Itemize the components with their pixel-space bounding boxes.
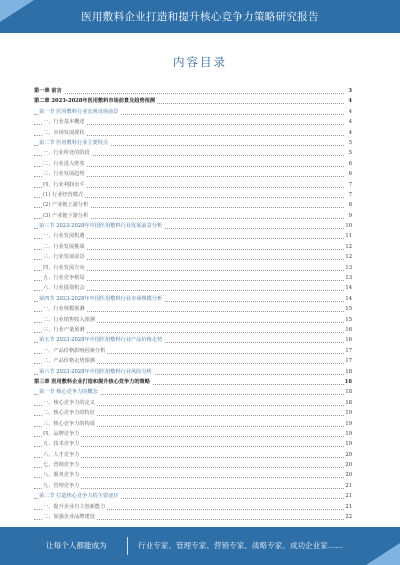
- toc-entry-page: 22: [344, 512, 352, 522]
- toc-entry[interactable]: [34, 356, 352, 366]
- footer-roles: 行业专家、管理专家、营销专家、战略专家、成功企业家……: [138, 541, 344, 550]
- toc-entry-page: 9: [348, 211, 352, 221]
- toc-entry-title: 第二节 打造核心竞争力的主要途径: [39, 491, 120, 501]
- toc-entry-page: 14: [344, 294, 352, 304]
- toc-entry[interactable]: [34, 439, 352, 449]
- toc-entry[interactable]: [34, 346, 352, 356]
- toc-entry[interactable]: [34, 315, 352, 325]
- toc-entry[interactable]: [34, 512, 352, 522]
- toc-entry-title: 第一章 前言: [34, 86, 64, 96]
- toc-entry-page: 18: [344, 377, 352, 387]
- toc-entry-page: 12: [344, 252, 352, 262]
- toc-entry[interactable]: [34, 169, 352, 179]
- toc-entry-title: 一、核心竞争力的定义: [43, 398, 97, 408]
- toc-entry-page: 4: [348, 117, 352, 127]
- toc-entry-page: 17: [344, 346, 352, 356]
- toc-entry[interactable]: [34, 221, 352, 231]
- toc-entry-title: 四、品牌竞争力: [43, 429, 81, 439]
- toc-entry-page: 13: [344, 273, 352, 283]
- toc-entry[interactable]: [34, 387, 352, 397]
- toc-entry-page: 4: [347, 96, 352, 106]
- toc-entry[interactable]: [34, 502, 352, 512]
- toc-entry-page: 19: [344, 439, 352, 449]
- toc-entry-page: 6: [348, 159, 352, 169]
- page-header: [0, 0, 400, 33]
- toc-entry[interactable]: [34, 408, 352, 418]
- toc-entry[interactable]: [34, 107, 352, 117]
- toc-entry[interactable]: [34, 460, 352, 470]
- toc-entry[interactable]: [34, 200, 352, 210]
- footer-corner-decoration: [366, 543, 400, 565]
- toc-entry[interactable]: [34, 117, 352, 127]
- toc-entry-page: 6: [348, 169, 352, 179]
- report-title: 医用敷料企业打造和提升核心竞争力策略研究报告: [81, 11, 319, 23]
- toc-entry[interactable]: [34, 128, 352, 138]
- toc-entry-title: 第二章 2023-2028年医用敷料市场前景及趋势预测: [34, 96, 157, 106]
- toc-entry-page: 19: [344, 419, 352, 429]
- toc-entry-title: 二、市场发展现状: [43, 128, 87, 138]
- toc-entry-page: 7: [348, 180, 352, 190]
- toc-entry-title: 一、行业基本概述: [43, 117, 87, 127]
- toc-entry-page: 16: [344, 335, 352, 345]
- footer-slogan: 让每个人都能成为: [46, 541, 107, 550]
- toc-entry-title: (2) 产业链上游分析: [43, 200, 90, 210]
- toc-entry-title: 五、技术竞争力: [43, 439, 81, 449]
- toc-entry-title: 三、行业发展前景: [43, 252, 87, 262]
- toc-entry-title: 第六节 2023-2028年中国医用敷料行业风险分析: [39, 367, 154, 377]
- toc-entry[interactable]: [34, 398, 352, 408]
- toc-entry-title: 一、行业所处的阶段: [43, 148, 92, 158]
- toc-entry-title: 第三章 医用敷料企业打造和提升核心竞争力的策略: [34, 377, 152, 387]
- toc-entry-page: 21: [344, 491, 352, 501]
- toc-entry-page: 20: [344, 450, 352, 460]
- toc-entry-title: 一、行业发展机遇: [43, 231, 87, 241]
- toc-entry-page: 15: [344, 315, 352, 325]
- toc-dot-leader: [34, 93, 344, 94]
- toc-entry-title: 二、产品价格走势预测: [43, 356, 97, 366]
- toc-entry-page: 12: [344, 242, 352, 252]
- toc-entry-title: (3) 产业链下游分析: [43, 211, 90, 221]
- toc-entry[interactable]: [34, 429, 352, 439]
- toc-entry[interactable]: [34, 148, 352, 158]
- toc-entry[interactable]: [34, 450, 352, 460]
- toc-entry-title: 六、行业投资机会: [43, 283, 87, 293]
- toc-entry-page: 20: [344, 460, 352, 470]
- toc-entry-page: 20: [344, 470, 352, 480]
- page-footer: [0, 527, 400, 565]
- toc-entry[interactable]: [34, 96, 352, 106]
- toc-entry-title: 二、行业发展挑战: [43, 242, 87, 252]
- toc-entry[interactable]: [34, 86, 352, 96]
- toc-entry-title: 三、行业发展趋势: [43, 169, 87, 179]
- toc-entry-title: 六、人才竞争力: [43, 450, 81, 460]
- toc-entry-title: 二、加强企业品牌建设: [43, 512, 97, 522]
- toc-entry[interactable]: [34, 159, 352, 169]
- toc-entry-page: 18: [344, 398, 352, 408]
- toc-entry-title: 四、行业发展方向: [43, 263, 87, 273]
- toc-entry-title: 五、行业竞争格局: [43, 273, 87, 283]
- toc-entry-title: 二、行业进入壁垒: [43, 159, 87, 169]
- toc-entry[interactable]: [34, 242, 352, 252]
- toc-entry-page: 15: [344, 304, 352, 314]
- toc-entry[interactable]: [34, 294, 352, 304]
- toc-entry-page: 4: [348, 107, 352, 117]
- toc-entry[interactable]: [34, 283, 352, 293]
- toc-entry-title: 四、行业利润水平: [43, 180, 87, 190]
- toc-entry-title: 三、行业产量预测: [43, 325, 87, 335]
- toc-entry-title: 第三节 2023-2028年中国医用敷料行业发展前景分析: [39, 221, 164, 231]
- toc-entry-page: 11: [344, 231, 352, 241]
- toc-entry-title: 一、提升企业自主创新能力: [43, 502, 107, 512]
- toc-entry-page: 19: [344, 429, 352, 439]
- toc-entry[interactable]: [34, 325, 352, 335]
- table-of-contents: [34, 86, 352, 522]
- toc-entry[interactable]: [34, 335, 352, 345]
- toc-entry-page: 17: [344, 356, 352, 366]
- toc-entry-page: 5: [348, 148, 352, 158]
- toc-entry[interactable]: [34, 273, 352, 283]
- toc-entry-page: 3: [347, 86, 352, 96]
- toc-entry-page: 19: [344, 408, 352, 418]
- toc-entry-page: 8: [348, 200, 352, 210]
- toc-entry-title: 二、核心竞争力的特征: [43, 408, 97, 418]
- toc-entry[interactable]: [34, 231, 352, 241]
- toc-entry[interactable]: [34, 304, 352, 314]
- footer-divider: [127, 537, 128, 555]
- toc-entry[interactable]: [34, 481, 352, 491]
- toc-entry-title: 一、行业规模预测: [43, 304, 87, 314]
- toc-entry[interactable]: [34, 211, 352, 221]
- toc-entry-page: 4: [348, 128, 352, 138]
- toc-entry-title: 三、核心竞争力的构成: [43, 419, 97, 429]
- toc-entry-title: 第二节 医用敷料行业主要特点: [39, 138, 110, 148]
- toc-entry[interactable]: [34, 491, 352, 501]
- toc-entry-page: 13: [344, 263, 352, 273]
- toc-entry-title: 第五节 2023-2028年中国医用敷料行业产品价格走势: [39, 335, 164, 345]
- toc-entry-title: 第一节 核心竞争力的概念: [39, 387, 100, 397]
- toc-entry-page: 16: [344, 325, 352, 335]
- toc-entry-title: (1) 行业经营模式: [43, 190, 85, 200]
- toc-entry[interactable]: [34, 263, 352, 273]
- toc-entry[interactable]: [34, 367, 352, 377]
- toc-entry-title: 一、产品价格影响因素分析: [43, 346, 107, 356]
- toc-entry-page: 5: [348, 138, 352, 148]
- toc-entry-title: 第一节 医用敷料行业宏观市场前景: [39, 107, 120, 117]
- toc-entry[interactable]: [34, 470, 352, 480]
- toc-entry-title: 第四节 2023-2028年中国医用敷料行业市场规模分析: [39, 294, 164, 304]
- toc-entry[interactable]: [34, 138, 352, 148]
- toc-entry-title: 七、营销竞争力: [43, 460, 81, 470]
- toc-heading: 内容目录: [173, 55, 227, 69]
- toc-entry[interactable]: [34, 377, 352, 387]
- toc-entry-page: 10: [344, 221, 352, 231]
- toc-entry-title: 二、行业销售收入预测: [43, 315, 97, 325]
- toc-entry[interactable]: [34, 252, 352, 262]
- toc-entry-page: 21: [344, 502, 352, 512]
- toc-entry[interactable]: [34, 180, 352, 190]
- toc-entry-title: 八、服务竞争力: [43, 470, 81, 480]
- toc-entry-page: 14: [344, 283, 352, 293]
- toc-entry[interactable]: [34, 419, 352, 429]
- toc-entry-title: 九、管理竞争力: [43, 481, 81, 491]
- toc-entry-page: 18: [344, 387, 352, 397]
- toc-entry-page: 21: [344, 481, 352, 491]
- toc-entry[interactable]: [34, 190, 352, 200]
- toc-entry-page: 18: [344, 367, 352, 377]
- toc-entry-page: 7: [348, 190, 352, 200]
